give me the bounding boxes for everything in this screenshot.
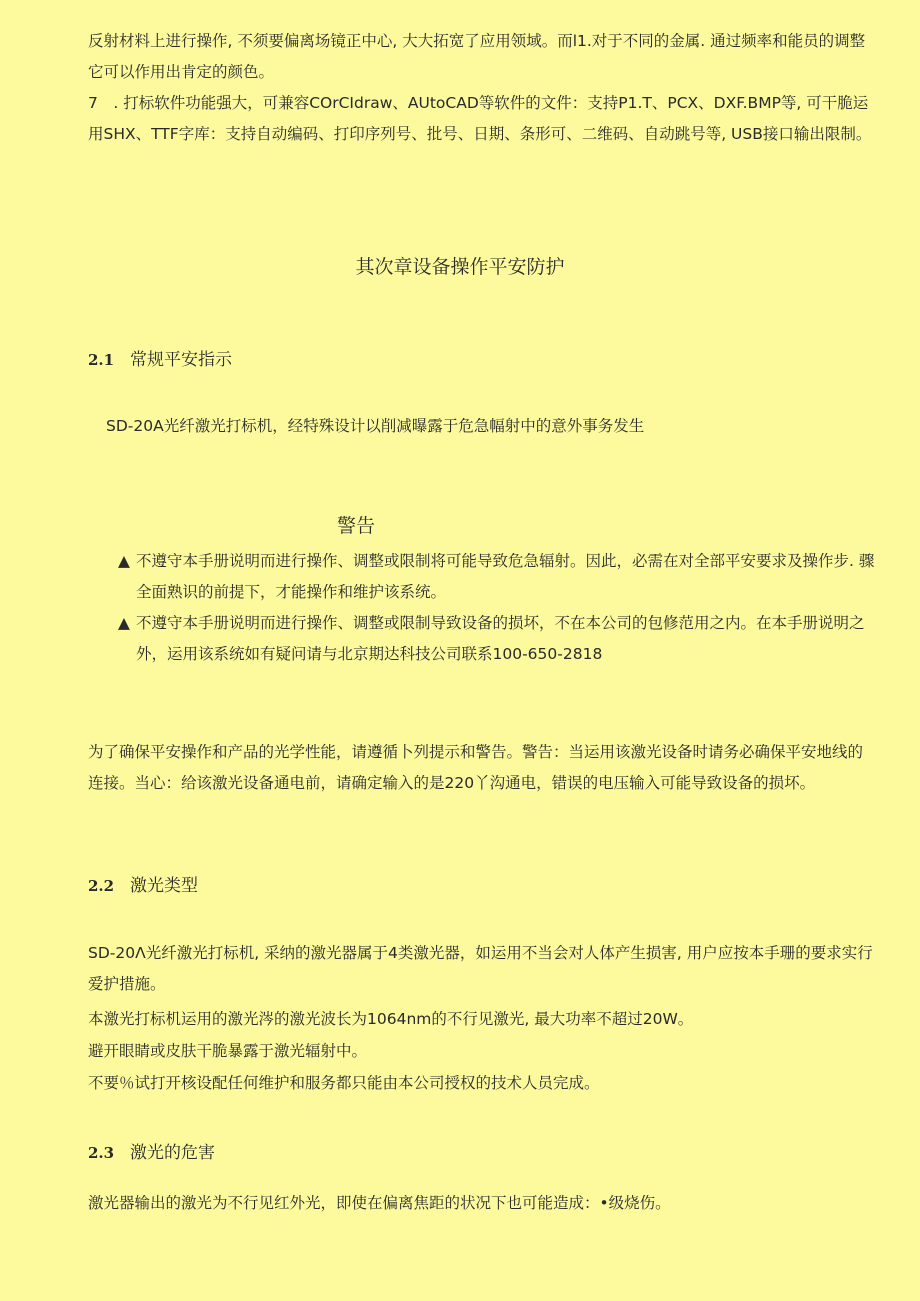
intro-paragraph-2: 7 . 打标软件功能强大，可兼容COrCIdraw、AUtoCAD等软件的文件：支持P1.T、PCX、DXF.BMP等, 可干脆运用SHX、TTF字库：支持自动编码、打印序列号、批号、日期、条形可、二维码、自动跳号等, USB接口输出限制。	[88, 94, 872, 143]
chapter-title: 其次章设备操作平安防护	[355, 256, 565, 278]
section-2-2-line-2: 本激光打标机运用的激光涔的激光波长为1064nm的不行见激光, 最大功率不超过20W。	[88, 1010, 694, 1028]
section-2-2-line-3: 避开眼睛或皮肤干脆暴露于激光辐射中。	[88, 1042, 368, 1060]
warning-triangle-icon: ▲	[118, 614, 130, 632]
section-title: 激光的危害	[130, 1143, 215, 1163]
warning-item-text: 不遵守本手册说明而进行操作、调整或限制将可能导致危急辐射。因此，必需在对全部平安要求及操作步. 骤全面熟识的前提下，才能操作和维护该系统。	[136, 552, 875, 601]
section-2-3-text: 激光器输出的激光为不行见红外光，即使在偏离焦距的状况下也可能造成：•级烧伤。	[88, 1194, 671, 1212]
section-heading-2-3	[88, 1140, 215, 1166]
section-heading-2-1	[88, 347, 232, 373]
warning-item-text: 不遵守本手册说明而进行操作、调整或限制导致设备的损坏，不在本公司的包修范用之内。在本手册说明之外，运用该系统如有疑问请与北京期达科技公司联系100-650-2818	[136, 614, 865, 663]
section-number: 2.2	[88, 877, 115, 895]
section-number: 2.3	[88, 1144, 115, 1162]
section-number: 2.1	[88, 351, 115, 369]
section-title: 常规平安指示	[130, 350, 232, 370]
section-2-2-line-4: 不要％试打开核设配任何维护和服务都只能由本公司授权的技术人员完成。	[88, 1074, 600, 1092]
section-title: 激光类型	[130, 876, 198, 896]
warning-triangle-icon: ▲	[118, 552, 130, 570]
section-heading-2-2	[88, 873, 198, 899]
intro-paragraph-1: 反射材料上进行操作, 不须要偏离场镜正中心, 大大拓宽了应用领域。而l1.对于不同的金属. 通过频率和能员的调整它可以作用出肯定的颜色。	[88, 32, 866, 81]
warning-item-2	[118, 608, 878, 670]
warning-title: 警告	[337, 515, 376, 537]
section-2-2-line-1: SD-20Λ光纤激光打标机, 采纳的激光器属于4类激光器，如运用不当会对人体产生损害, 用户应按本手珊的要求实行爱护措施。	[88, 944, 873, 993]
safety-paragraph: 为了确保平安操作和产品的光学性能，请遵循卜列提示和警告。警告：当运用该激光设备时请务必确保平安地线的连接。当心：给该激光设备通电前，请确定输入的是220丫沟通电，错误的电压输入可能导致设备的损坏。	[88, 743, 864, 792]
warning-item-1	[118, 546, 878, 608]
section-2-1-text: SD-20A光纤激光打标机，经特殊设计以削减曝露于危急幅射中的意外事务发生	[106, 417, 645, 435]
